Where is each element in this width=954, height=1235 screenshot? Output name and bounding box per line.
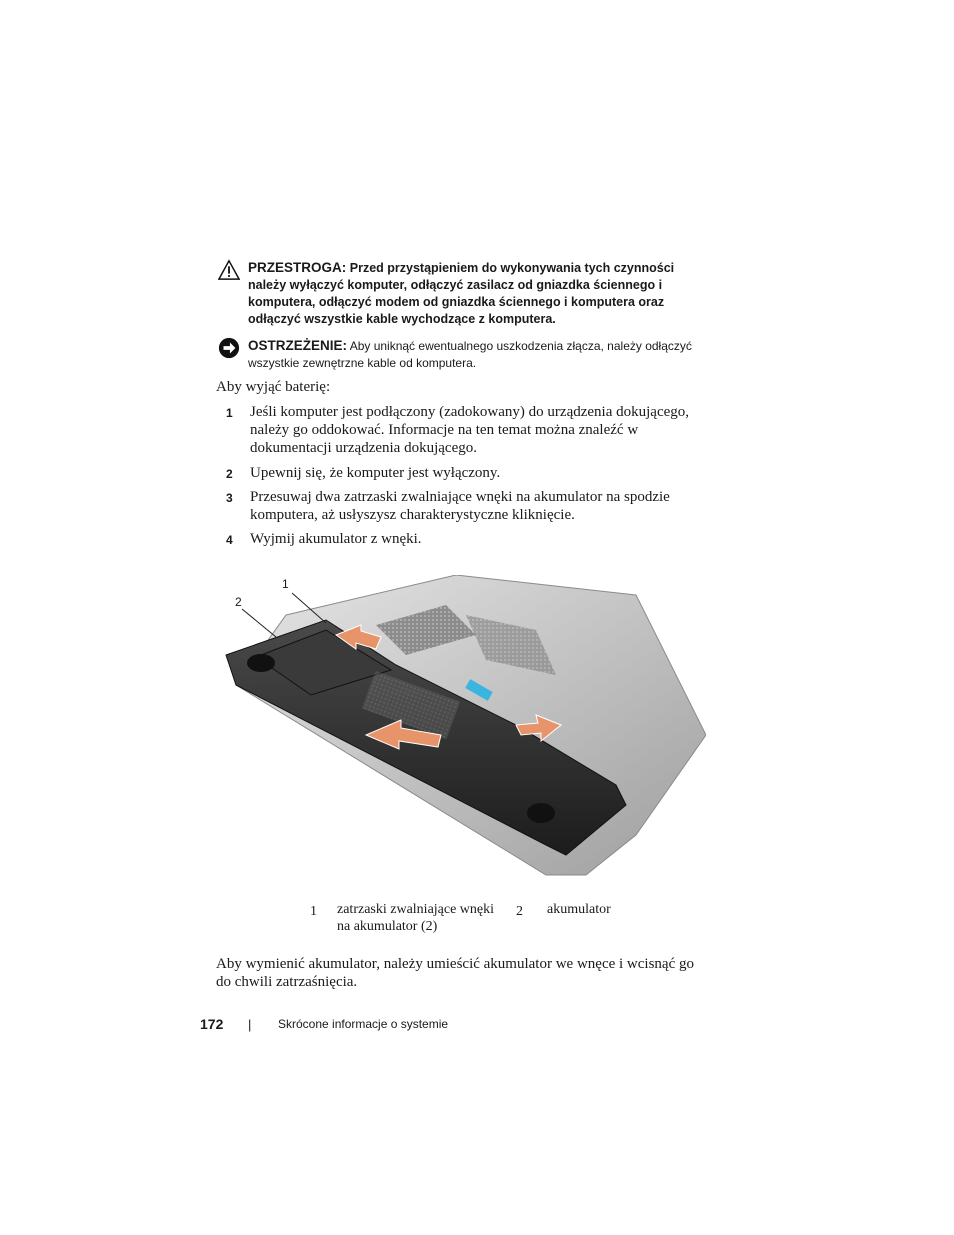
battery-foot bbox=[527, 803, 555, 823]
intro-text: Aby wyjąć baterię: bbox=[216, 379, 331, 395]
step-text: Wyjmij akumulator z wnęki. bbox=[250, 531, 422, 547]
step-4 bbox=[226, 530, 708, 548]
page-number: 172 bbox=[200, 1016, 224, 1032]
step-number: 3 bbox=[226, 491, 233, 505]
warning-label: OSTRZEŻENIE: bbox=[248, 338, 348, 353]
legend-text: akumulator bbox=[547, 902, 611, 917]
legend-text: zatrzaski zwalniające wnęki na akumulator (2) bbox=[337, 902, 495, 934]
caution-text: Przed przystąpieniem do wykonywania tych czynności należy wyłączyć komputer, odłączyć zasilacz od gniazdka ściennego i komputera, odłączyć modem od gniazdka ściennego i komputera oraz odłączyć wszystkie kable wychodzące z komputera. bbox=[248, 261, 675, 326]
legend-number: 2 bbox=[516, 904, 523, 919]
step-3 bbox=[226, 488, 708, 524]
warning-triangle-icon bbox=[218, 259, 240, 281]
callout-leader-2 bbox=[242, 609, 276, 637]
step-text: Jeśli komputer jest podłączony (zadokowany) do urządzenia dokującego, należy go oddokować. Informacje na ten temat można znaleźć w dokumentacji urządzenia dokującego. bbox=[250, 404, 690, 456]
footer-separator: | bbox=[248, 1017, 252, 1032]
step-number: 1 bbox=[226, 406, 233, 420]
step-text: Upewnij się, że komputer jest wyłączony. bbox=[250, 465, 501, 481]
notice-arrow-icon bbox=[218, 337, 240, 359]
caution-notice bbox=[214, 259, 704, 328]
warning-text: Aby uniknąć ewentualnego uszkodzenia złącza, należy odłączyć wszystkie zewnętrzne kable od komputera. bbox=[248, 339, 692, 370]
footer-section: Skrócone informacje o systemie bbox=[278, 1017, 449, 1031]
warning-notice bbox=[214, 337, 704, 372]
battery-removal-illustration bbox=[216, 575, 706, 885]
closing-text: Aby wymienić akumulator, należy umieścić akumulator we wnęce i wcisnąć go do chwili zatrzaśnięcia. bbox=[216, 956, 694, 990]
step-text: Przesuwaj dwa zatrzaski zwalniające wnęki na akumulator na spodzie komputera, aż usłyszysz charakterystyczne kliknięcie. bbox=[250, 489, 670, 523]
step-2 bbox=[226, 464, 708, 482]
step-1 bbox=[226, 403, 708, 457]
callout-2: 2 bbox=[235, 595, 242, 609]
legend-number: 1 bbox=[310, 904, 317, 919]
step-number: 4 bbox=[226, 533, 233, 547]
step-number: 2 bbox=[226, 467, 233, 481]
callout-1: 1 bbox=[282, 577, 289, 591]
caution-label: PRZESTROGA: bbox=[248, 260, 347, 275]
battery-foot bbox=[247, 654, 275, 672]
